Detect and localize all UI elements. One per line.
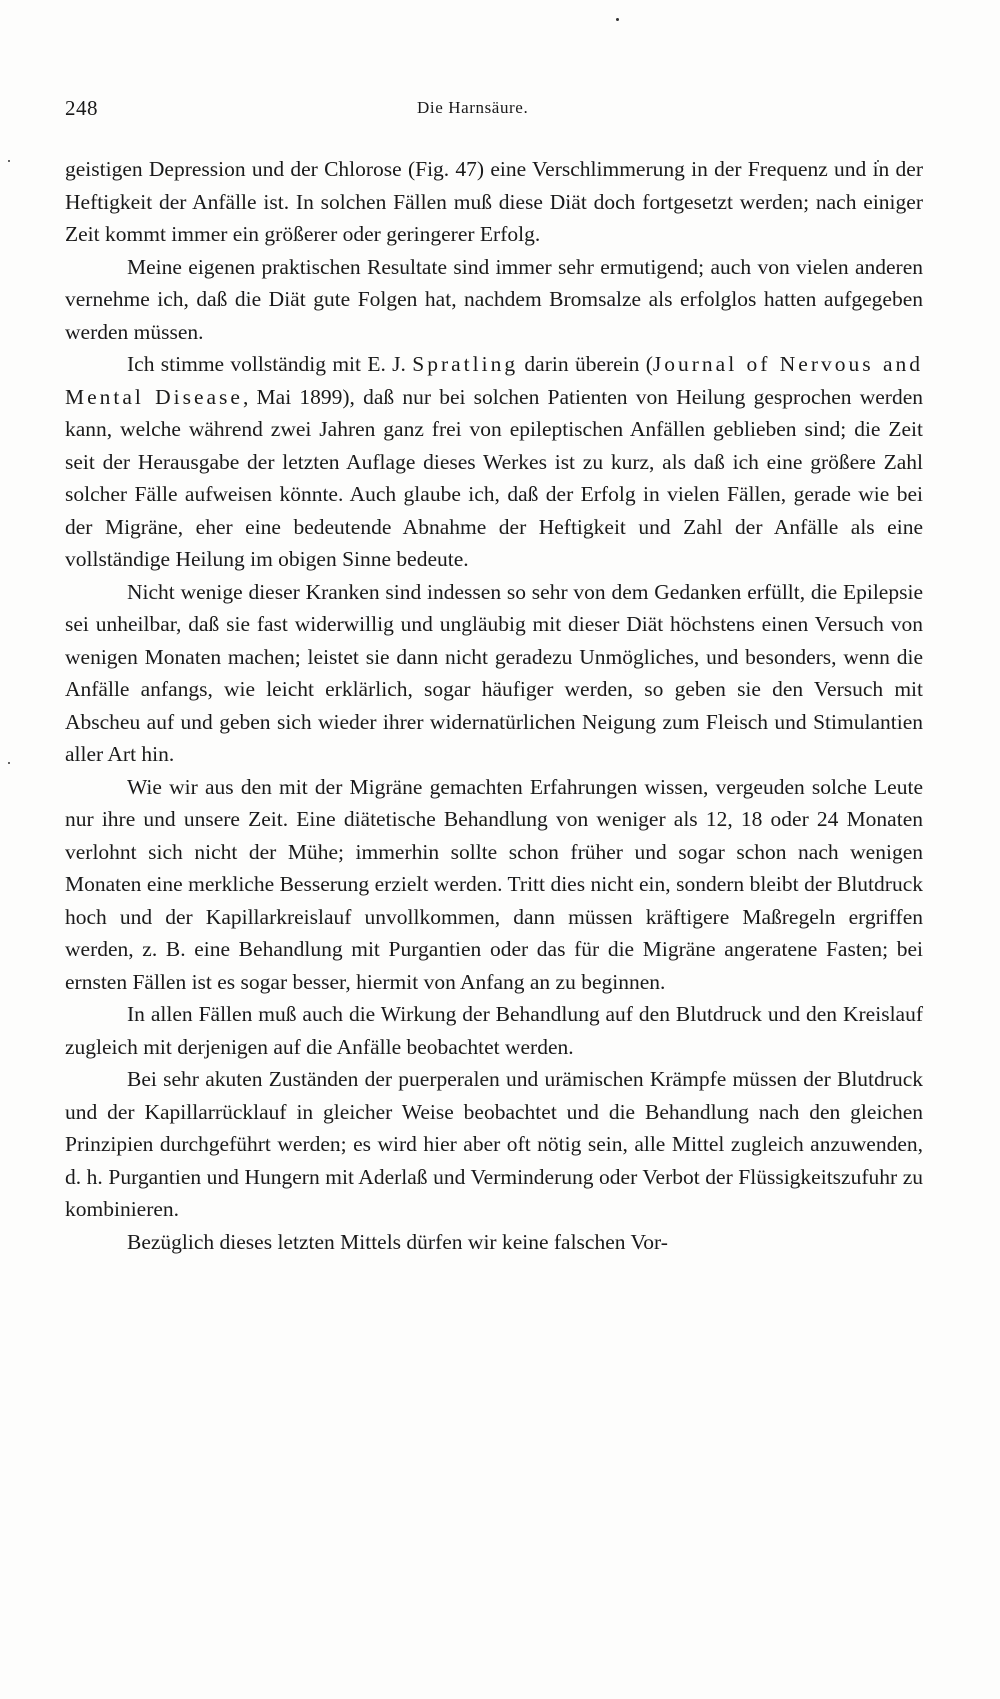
page-header bbox=[65, 96, 923, 130]
paragraph-text: darin überein ( bbox=[518, 352, 653, 376]
paragraph-text: Ich stimme vollständig mit E. J. bbox=[127, 352, 413, 376]
paragraph: Bezüglich dieses letzten Mittels dürfen wir keine falschen Vor- bbox=[127, 1229, 668, 1254]
page-number: 248 bbox=[65, 96, 98, 120]
running-title: Die Harnsäure. bbox=[417, 98, 529, 117]
paragraph: In allen Fällen muß auch die Wirkung der Behandlung auf den Blutdruck und den Kreislauf zugleich mit derjenigen auf die Anfälle beobachtet werden. bbox=[65, 1002, 923, 1059]
paragraph bbox=[65, 348, 923, 576]
paragraph: Wie wir aus den mit der Migräne gemachten Erfahrungen wissen, vergeuden solche Leute nur ihre und unsere Zeit. Eine diätetische Behandlung von weniger als 12, 18 oder 24 Monaten verlohnt sich nicht der Mühe; immerhin sollte schon früher und sogar schon nach wenigen Monaten eine merkliche Besserung erzielt werden. Tritt dies nicht ein, sondern bleibt der Blutdruck hoch und der Kapillarkreislauf unvollkommen, dann müssen kräftigere Maßregeln ergriffen werden, z. B. eine Behandlung mit Purgantien oder das für die Migräne angeratene Fasten; bei ernsten Fällen ist es sogar besser, hiermit von Anfang an zu beginnen. bbox=[65, 774, 923, 994]
paragraph: Nicht wenige dieser Kranken sind indessen so sehr von dem Gedanken erfüllt, die Epilepsie sei unheilbar, daß sie fast widerwillig und ungläubig mit dieser Diät höchstens einen Versuch von wenigen Monaten machen; leistet sie dann nicht geradezu Unmögliches, und besonders, wenn die Anfälle anfangs, wie leicht erklärlich, sogar häufiger werden, so geben sie den Versuch mit Abscheu auf und geben sich wieder ihrer widernatürlichen Neigung zum Fleisch und Stimulantien aller Art hin. bbox=[65, 579, 923, 766]
paragraph-text: , Mai 1899), daß nur bei solchen Patienten von Heilung gesprochen werden kann, welche während zwei Jahren ganz frei von epileptischen Anfällen geblieben sind; die Zeit seit der Herausgabe der letzten Auflage dieses Werkes ist zu kurz, als daß ich eine größere Zahl solcher Fälle aufweisen könnte. Auch glaube ich, daß der Erfolg in vielen Fällen, gerade wie bei der Migräne, eher eine bedeutende Abnahme der Heftigkeit und Zahl der Anfälle als eine vollständige Heilung im obigen Sinne bedeute. bbox=[65, 384, 924, 571]
journal-title: Journal of Nervous and Mental Disease bbox=[65, 352, 924, 409]
body-text bbox=[65, 153, 923, 1258]
paragraph: Meine eigenen praktischen Resultate sind immer sehr ermutigend; auch von vielen anderen vernehme ich, daß die Diät gute Folgen hat, nachdem Bromsalze als erfolglos hatten aufgegeben werden müssen. bbox=[65, 254, 923, 344]
paragraph: Bei sehr akuten Zuständen der puerperalen und urämischen Krämpfe müssen der Blutdruck und der Kapillarrücklauf in gleicher Weise beobachtet und die Behandlung nach den gleichen Prinzipien durchgeführt werden; es wird hier aber oft nötig sein, alle Mittel zugleich anzuwenden, d. h. Purgantien und Hungern mit Aderlaß und Verminderung oder Verbot der Flüssigkeitszufuhr zu kombinieren. bbox=[65, 1067, 923, 1221]
print-speck bbox=[616, 18, 619, 21]
author-name: Spratling bbox=[412, 352, 519, 376]
paragraph: geistigen Depression und der Chlorose (Fig. 47) eine Verschlimmerung in der Frequenz und in der Heftigkeit der Anfälle ist. In solchen Fällen muß diese Diät doch fortgesetzt werden; nach einiger Zeit kommt immer ein größerer oder geringerer Erfolg. bbox=[65, 157, 923, 246]
print-speck bbox=[8, 160, 10, 162]
print-speck bbox=[8, 762, 10, 764]
